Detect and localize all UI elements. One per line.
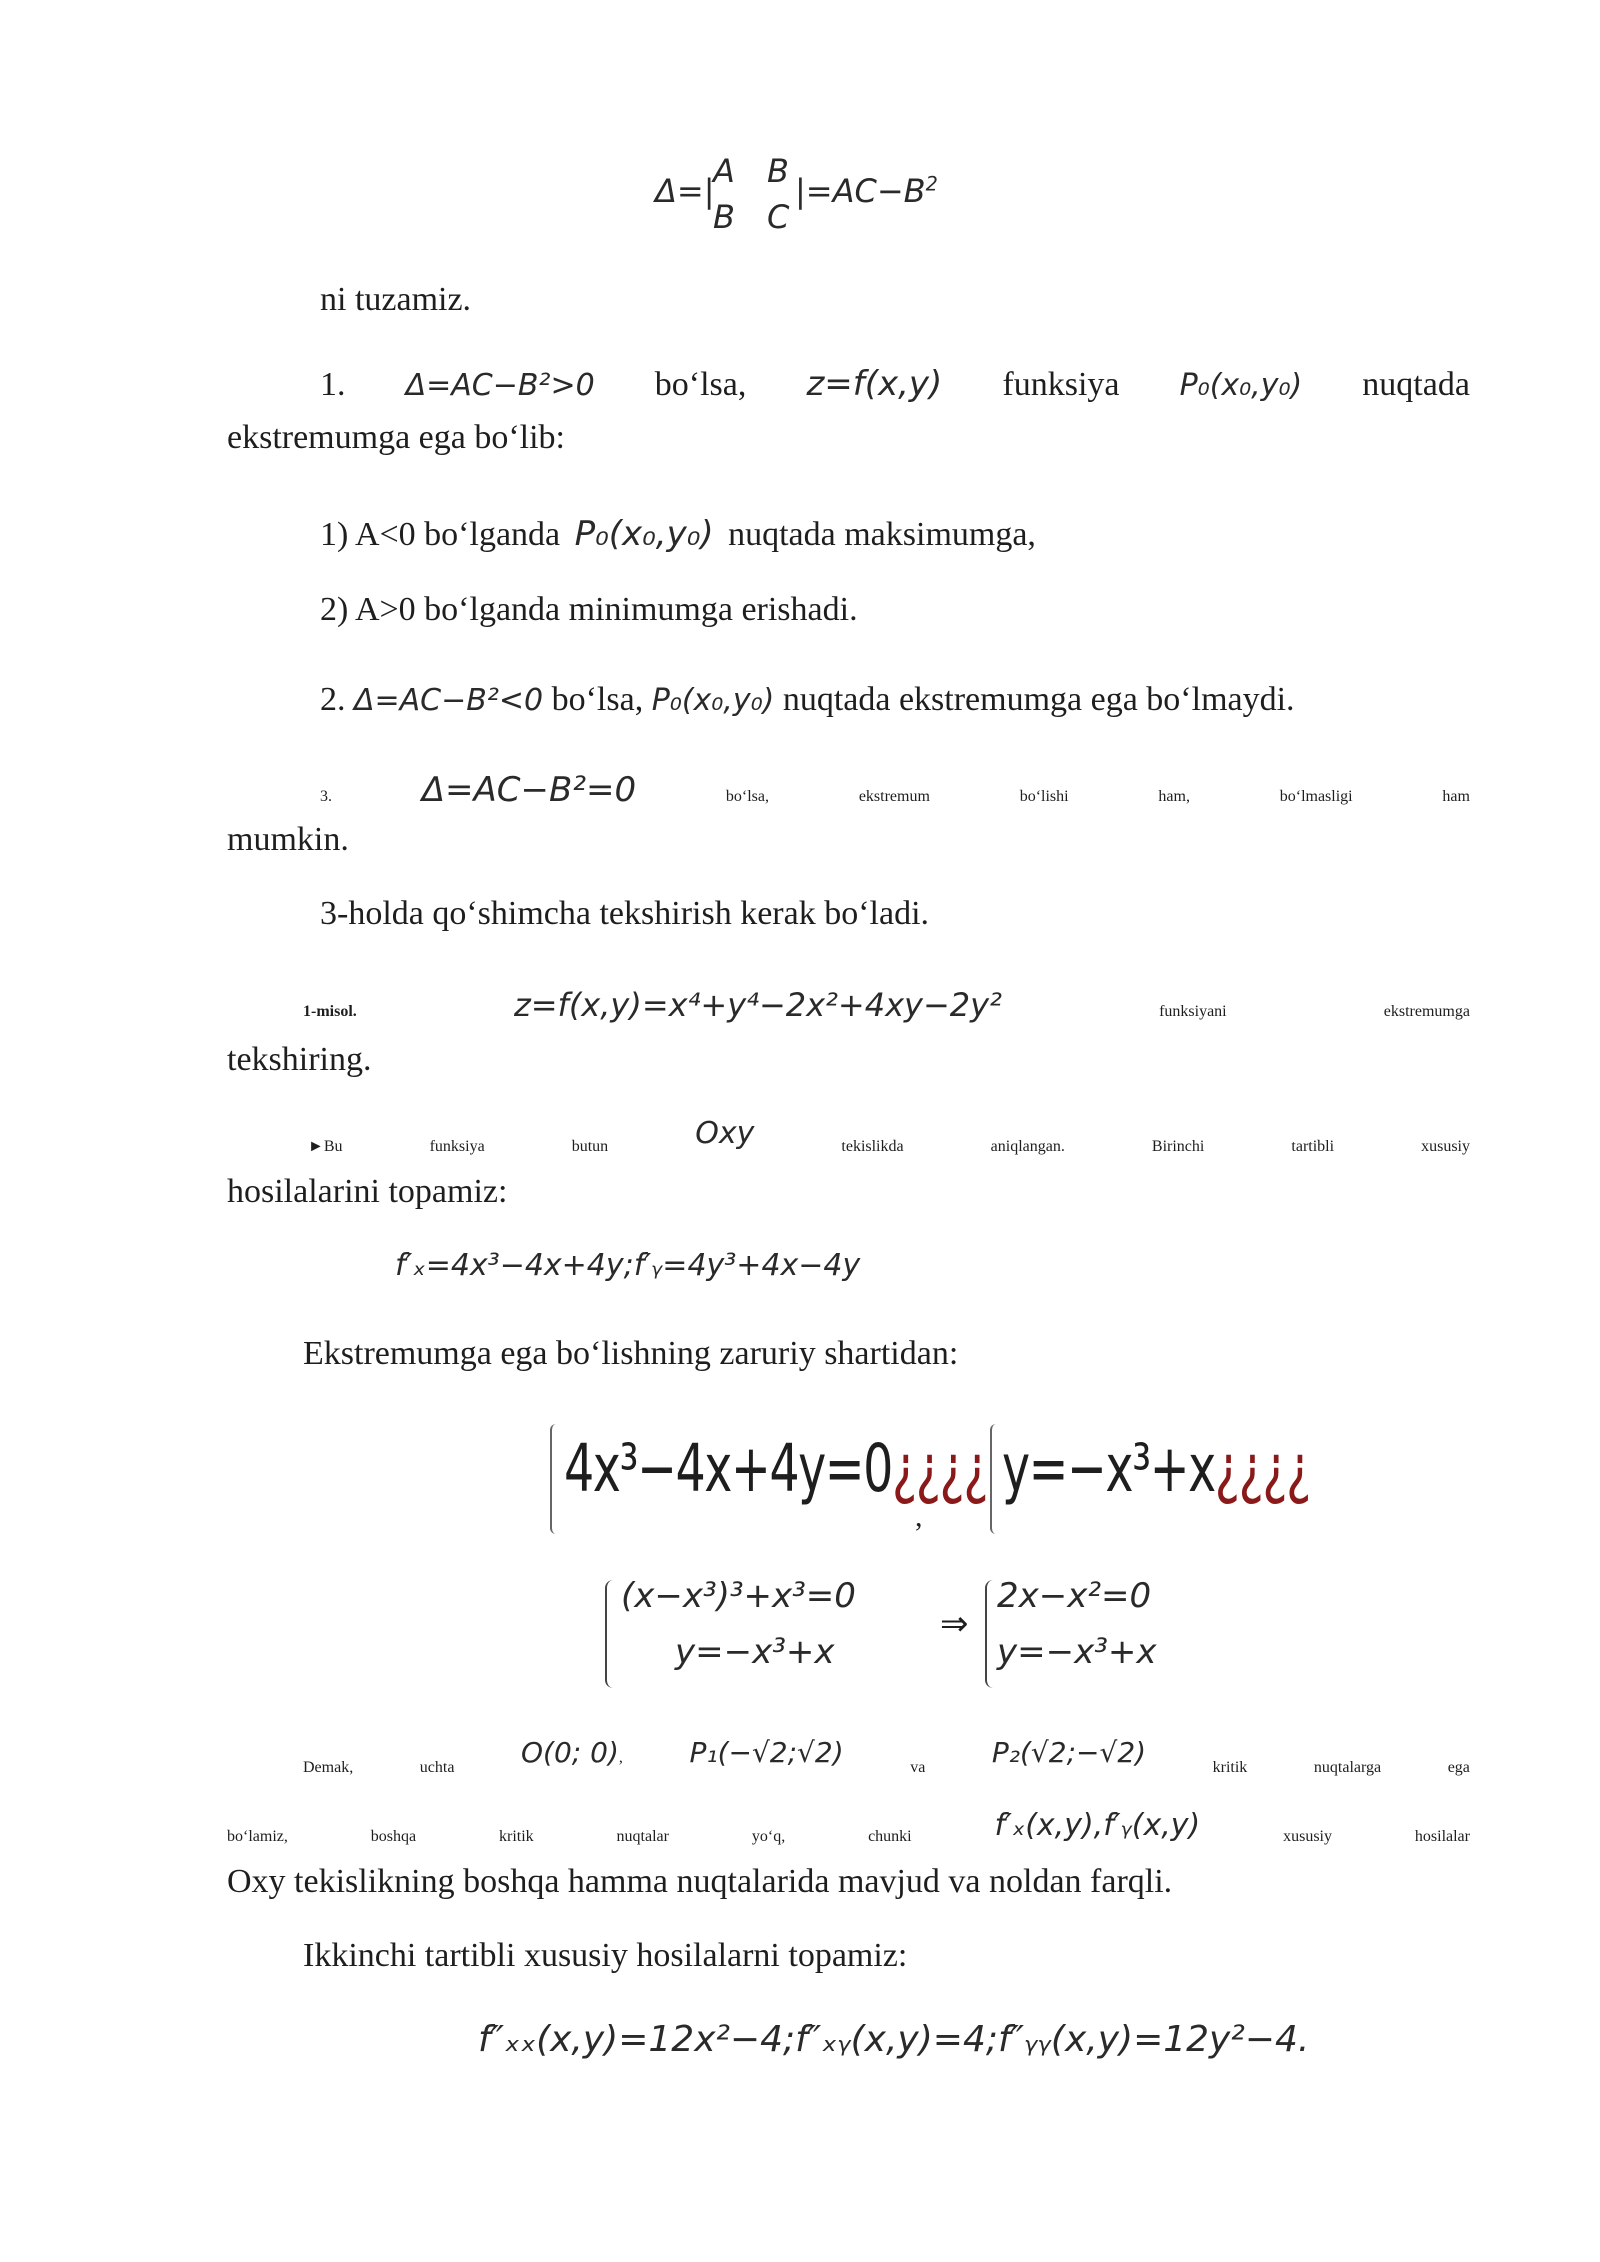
item1-word1: bo‘lsa, [654, 366, 747, 403]
item3-condition: Δ=AC−B²=0 [421, 770, 637, 810]
misol-word1: funksiyani [1159, 1003, 1227, 1020]
misol-line1 [303, 986, 1470, 1024]
demak-word: ega [1447, 1759, 1470, 1776]
item3-word: ham [1442, 788, 1470, 805]
system1 [550, 1418, 1310, 1538]
demak-l2-word: kritik [498, 1828, 534, 1845]
first-derivatives-formula: f′ₓ=4x³−4x+4y;f′ᵧ=4y³+4x−4y [395, 1248, 861, 1283]
second-derivatives-formula: f″ₓₓ(x,y)=12x²−4;f″ₓᵧ(x,y)=4;f″ᵧᵧ(x,y)=12y²−4. [478, 2019, 1310, 2060]
system1-left-eq: 4x³−4x+4y=0¿¿¿¿ [564, 1430, 988, 1507]
item3-word: ham, [1158, 788, 1190, 805]
system2-left-line1: (x−x³)³+x³=0 [621, 1576, 856, 1616]
item1-line1 [320, 364, 1470, 404]
demak-point-p1: P₁(−√2;√2) [689, 1736, 844, 1769]
bu-oxy: Oxy [695, 1116, 755, 1151]
det-rhs: $|=AC-B^2$ [795, 172, 938, 210]
det-c: B [713, 198, 735, 236]
demak-word: nuqtalarga [1313, 1759, 1382, 1776]
item3-line1 [320, 770, 1470, 810]
system2-right-brace [985, 1580, 997, 1688]
item2-word1: bo‘lsa, [551, 681, 644, 718]
misol-word2: ekstremumga [1383, 1003, 1470, 1020]
bu-word: butun [571, 1138, 609, 1155]
demak-l2-word: hosilalar [1414, 1828, 1470, 1845]
det-lhs: Δ=| [655, 172, 715, 210]
item1-word3: nuqtada [1362, 366, 1470, 403]
sub1-point: P₀(x₀,y₀) [574, 514, 714, 554]
item1-point: P₀(x₀,y₀) [1179, 368, 1303, 403]
item1-line2: ekstremumga ega bo‘lib: [227, 419, 566, 456]
demak-word: Demak, [303, 1759, 354, 1776]
bu-word: tartibli [1291, 1138, 1335, 1155]
bu-word: aniqlangan. [990, 1138, 1065, 1155]
item3-word: ekstremum [858, 788, 930, 805]
item2-point: P₀(x₀,y₀) [651, 683, 775, 718]
demak-l2-formula: f′ₓ(x,y),f′ᵧ(x,y) [994, 1808, 1201, 1843]
paragraph-zaruriy: Ekstremumga ega bo‘lishning zaruriy shartidan: [303, 1335, 959, 1372]
bu-line2: hosilalarini topamiz: [227, 1173, 508, 1210]
system2-arrow: ⇒ [940, 1604, 969, 1644]
misol-label: 1-misol. [303, 1003, 357, 1020]
sub1-line [320, 514, 1036, 556]
demak-l2-word: chunki [868, 1828, 912, 1845]
bu-word: Birinchi [1151, 1138, 1205, 1155]
bu-word: tekislikda [841, 1138, 904, 1155]
item3-number: 3. [320, 788, 332, 805]
paragraph-ikkinchi: Ikkinchi tartibli xususiy hosilalarni topamiz: [303, 1937, 908, 1974]
demak-word: kritik [1212, 1759, 1248, 1776]
demak-l2-word: nuqtalar [616, 1828, 669, 1845]
system1-right-eq: y=−x³+x¿¿¿¿ [1002, 1430, 1310, 1507]
demak-l2-word: xususiy [1283, 1828, 1332, 1845]
item3-word: bo‘lishi [1019, 788, 1069, 805]
item3-word: bo‘lsa, [725, 788, 770, 805]
system1-left-brace [550, 1424, 560, 1534]
demak-line1 [303, 1736, 1470, 1779]
system2-right-line1: 2x−x²=0 [997, 1576, 1152, 1616]
misol-function: z=f(x,y)=x⁴+y⁴−2x²+4xy−2y² [513, 986, 1002, 1024]
det-d: C [767, 198, 790, 236]
demak-word: uchta [419, 1759, 455, 1776]
item1-number: 1. [320, 366, 346, 403]
sub2-line: 2) A>0 bo‘lganda minimumga erishadi. [320, 591, 858, 628]
paragraph-3-holda: 3-holda qo‘shimcha tekshirish kerak bo‘ladi. [320, 895, 930, 932]
bu-line1 [308, 1116, 1470, 1159]
system2-left-line2: y=−x³+x [675, 1632, 835, 1672]
item1-function: z=f(x,y) [806, 364, 943, 404]
system1-comma: , [915, 1500, 923, 1533]
sub1-pre: 1) A<0 bo‘lganda [320, 516, 561, 553]
bu-word: funksiya [429, 1138, 485, 1155]
demak-l2-word: bo‘lamiz, [227, 1828, 288, 1845]
demak-l2-word: boshqa [370, 1828, 417, 1845]
item3-word: bo‘lmasligi [1279, 788, 1353, 805]
system1-right-brace [990, 1424, 1000, 1534]
det-b: B [767, 152, 789, 190]
demak-point-p2: P₂(√2;−√2) [991, 1736, 1147, 1769]
paragraph-ni-tuzamiz: ni tuzamiz. [320, 281, 472, 318]
demak-point-o: O(0; 0), [521, 1736, 623, 1769]
item3-line2: mumkin. [227, 821, 349, 858]
bu-word: xususiy [1421, 1138, 1470, 1155]
item2-line [320, 680, 1295, 721]
system2-right-line2: y=−x³+x [997, 1632, 1157, 1672]
item1-word2: funksiya [1002, 366, 1120, 403]
bu-word: ►Bu [308, 1138, 343, 1155]
determinant-formula [655, 152, 955, 242]
misol-line2: tekshiring. [227, 1041, 372, 1078]
system2 [605, 1576, 1205, 1696]
item2-number: 2. [320, 681, 346, 718]
item1-condition: Δ=AC−B²>0 [405, 368, 595, 403]
demak-va: va [910, 1759, 926, 1776]
demak-line2 [227, 1808, 1470, 1849]
det-a: A [713, 152, 735, 190]
demak-line3: Oxy tekislikning boshqa hamma nuqtalarida mavjud va noldan farqli. [227, 1863, 1173, 1900]
item2-post: nuqtada ekstremumga ega bo‘lmaydi. [782, 681, 1295, 718]
item2-condition: Δ=AC−B²<0 [354, 683, 544, 718]
demak-l2-word: yo‘q, [751, 1828, 786, 1845]
system2-left-brace [605, 1580, 617, 1688]
sub1-post: nuqtada maksimumga, [728, 516, 1036, 553]
